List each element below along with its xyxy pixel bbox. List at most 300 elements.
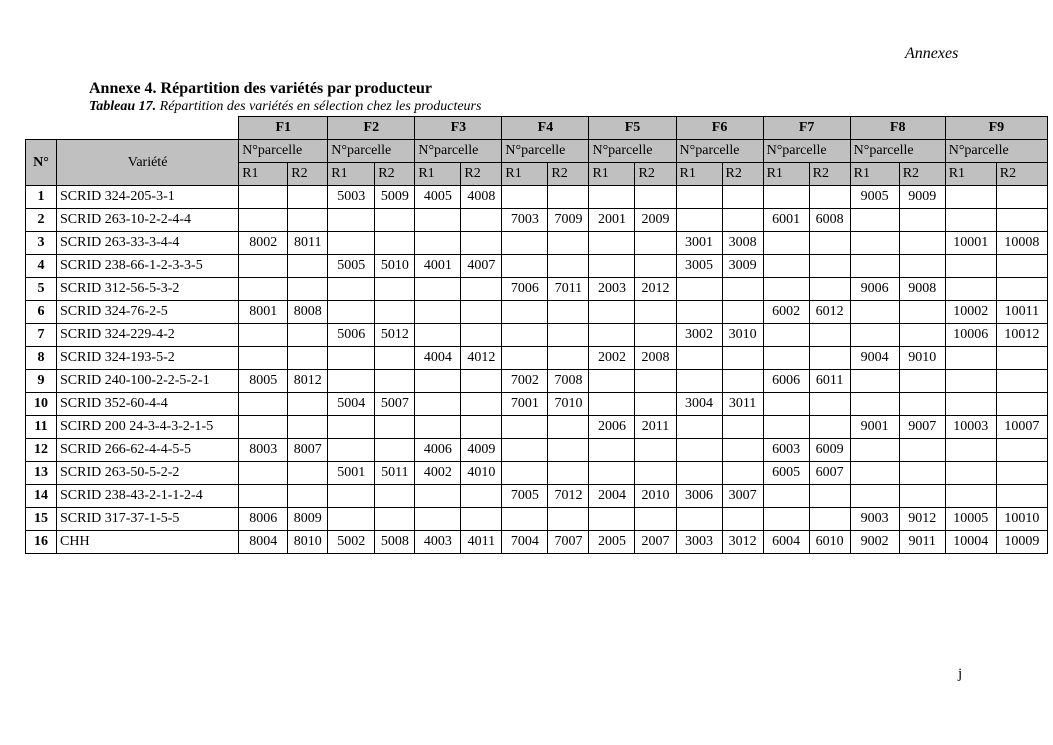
parcel-cell (945, 347, 996, 370)
parcel-cell (415, 324, 461, 347)
parcel-cell: 7006 (502, 278, 548, 301)
farm-header-f3: F3 (415, 117, 502, 140)
parcel-cell (589, 462, 635, 485)
parcel-cell (899, 324, 945, 347)
rep-header-r2: R2 (375, 163, 415, 186)
parcel-cell (461, 370, 502, 393)
parcel-cell: 6003 (763, 439, 809, 462)
parcel-cell (415, 278, 461, 301)
parcel-cell: 9007 (899, 416, 945, 439)
parcel-cell: 8010 (288, 531, 328, 554)
parcel-cell: 2011 (635, 416, 676, 439)
parcel-cell: 3005 (676, 255, 722, 278)
parcel-cell (589, 508, 635, 531)
table-body (26, 186, 1048, 554)
row-number: 11 (26, 416, 57, 439)
parcel-cell (461, 301, 502, 324)
parcel-cell (375, 508, 415, 531)
row-number: 14 (26, 485, 57, 508)
parcel-cell (635, 232, 676, 255)
parcel-cell (722, 209, 763, 232)
parcel-cell (635, 370, 676, 393)
parcel-cell (589, 439, 635, 462)
row-number: 16 (26, 531, 57, 554)
parcel-cell (945, 278, 996, 301)
parcel-cell: 5003 (328, 186, 375, 209)
parcel-cell: 4010 (461, 462, 502, 485)
parcel-cell: 10003 (945, 416, 996, 439)
parcel-cell (239, 209, 288, 232)
col-variety-header: Variété (57, 140, 239, 186)
parcel-cell: 8007 (288, 439, 328, 462)
parcel-cell (763, 416, 809, 439)
parcel-cell: 9002 (850, 531, 899, 554)
variety-name: SCRID 240-100-2-2-5-2-1 (57, 370, 239, 393)
parcel-header: N°parcelle (239, 140, 328, 163)
parcel-cell (375, 416, 415, 439)
parcel-cell (239, 278, 288, 301)
variety-distribution-table (25, 116, 1048, 554)
parcel-header: N°parcelle (415, 140, 502, 163)
parcel-cell (945, 186, 996, 209)
parcel-cell (502, 347, 548, 370)
parcel-cell (635, 255, 676, 278)
farm-header-f8: F8 (850, 117, 945, 140)
table-row (26, 209, 1048, 232)
parcel-cell (809, 347, 850, 370)
rep-header-r1: R1 (328, 163, 375, 186)
parcel-cell (502, 439, 548, 462)
parcel-cell (288, 324, 328, 347)
parcel-cell (722, 439, 763, 462)
parcel-header-row (26, 140, 1048, 163)
parcel-cell: 5007 (375, 393, 415, 416)
parcel-cell (461, 485, 502, 508)
parcel-cell: 7004 (502, 531, 548, 554)
parcel-cell (996, 462, 1047, 485)
row-number: 3 (26, 232, 57, 255)
parcel-cell (676, 278, 722, 301)
variety-name: SCRID 238-43-2-1-1-2-4 (57, 485, 239, 508)
parcel-cell: 6009 (809, 439, 850, 462)
parcel-cell (899, 232, 945, 255)
parcel-cell (850, 324, 899, 347)
parcel-cell (461, 278, 502, 301)
parcel-cell (415, 416, 461, 439)
parcel-cell: 4002 (415, 462, 461, 485)
parcel-cell (461, 508, 502, 531)
parcel-cell: 6012 (809, 301, 850, 324)
parcel-cell (763, 278, 809, 301)
parcel-cell (996, 347, 1047, 370)
parcel-cell (722, 508, 763, 531)
parcel-cell: 9004 (850, 347, 899, 370)
table-row (26, 485, 1048, 508)
page-number: j (958, 666, 963, 682)
parcel-cell (328, 416, 375, 439)
parcel-cell (589, 186, 635, 209)
parcel-cell (850, 255, 899, 278)
variety-name: SCRID 263-50-5-2-2 (57, 462, 239, 485)
header-blank (26, 117, 239, 140)
parcel-cell (996, 439, 1047, 462)
parcel-header: N°parcelle (945, 140, 1047, 163)
parcel-cell (722, 370, 763, 393)
parcel-cell (945, 209, 996, 232)
rep-header-r1: R1 (589, 163, 635, 186)
parcel-cell (809, 232, 850, 255)
parcel-cell (899, 439, 945, 462)
parcel-cell (548, 255, 589, 278)
parcel-cell: 7003 (502, 209, 548, 232)
parcel-cell (996, 485, 1047, 508)
parcel-cell (809, 186, 850, 209)
variety-name: SCRID 324-193-5-2 (57, 347, 239, 370)
rep-header-r2: R2 (461, 163, 502, 186)
parcel-cell: 8003 (239, 439, 288, 462)
parcel-cell (763, 186, 809, 209)
parcel-cell (850, 209, 899, 232)
parcel-cell (809, 485, 850, 508)
parcel-cell (415, 485, 461, 508)
parcel-cell: 8002 (239, 232, 288, 255)
parcel-cell (722, 186, 763, 209)
parcel-cell (288, 347, 328, 370)
parcel-cell (996, 393, 1047, 416)
parcel-cell (239, 462, 288, 485)
table-row (26, 278, 1048, 301)
parcel-cell: 9010 (899, 347, 945, 370)
parcel-cell: 6004 (763, 531, 809, 554)
parcel-cell (635, 439, 676, 462)
parcel-cell: 4009 (461, 439, 502, 462)
variety-name: SCRID 324-205-3-1 (57, 186, 239, 209)
table-row (26, 439, 1048, 462)
parcel-cell (899, 393, 945, 416)
parcel-cell (239, 186, 288, 209)
row-number: 7 (26, 324, 57, 347)
parcel-cell (945, 393, 996, 416)
parcel-cell (328, 347, 375, 370)
parcel-cell (589, 370, 635, 393)
rep-header-r1: R1 (502, 163, 548, 186)
parcel-cell (461, 393, 502, 416)
parcel-cell (461, 416, 502, 439)
parcel-cell: 3003 (676, 531, 722, 554)
parcel-cell: 5012 (375, 324, 415, 347)
parcel-cell: 10007 (996, 416, 1047, 439)
table-row (26, 508, 1048, 531)
parcel-cell (461, 209, 502, 232)
parcel-cell (375, 278, 415, 301)
parcel-cell (375, 347, 415, 370)
parcel-cell: 2005 (589, 531, 635, 554)
parcel-cell (722, 347, 763, 370)
parcel-cell: 9006 (850, 278, 899, 301)
parcel-cell (763, 485, 809, 508)
parcel-cell (328, 370, 375, 393)
farm-header-row (26, 117, 1048, 140)
row-number: 15 (26, 508, 57, 531)
parcel-cell (288, 485, 328, 508)
parcel-cell (548, 416, 589, 439)
parcel-cell (850, 485, 899, 508)
parcel-cell (375, 370, 415, 393)
parcel-cell (850, 393, 899, 416)
variety-name: SCRID 238-66-1-2-3-3-5 (57, 255, 239, 278)
parcel-cell (415, 508, 461, 531)
parcel-cell: 9012 (899, 508, 945, 531)
parcel-cell: 10004 (945, 531, 996, 554)
parcel-cell: 5005 (328, 255, 375, 278)
rep-header-r1: R1 (850, 163, 899, 186)
parcel-cell: 2004 (589, 485, 635, 508)
parcel-cell: 5006 (328, 324, 375, 347)
parcel-cell: 3011 (722, 393, 763, 416)
parcel-cell (996, 370, 1047, 393)
farm-header-f2: F2 (328, 117, 415, 140)
parcel-cell: 8009 (288, 508, 328, 531)
row-number: 2 (26, 209, 57, 232)
rep-header-r1: R1 (763, 163, 809, 186)
table-row (26, 186, 1048, 209)
parcel-cell (288, 393, 328, 416)
parcel-cell: 3010 (722, 324, 763, 347)
parcel-cell (945, 462, 996, 485)
parcel-header: N°parcelle (676, 140, 763, 163)
row-number: 12 (26, 439, 57, 462)
parcel-cell (239, 485, 288, 508)
parcel-cell (502, 301, 548, 324)
parcel-cell (288, 255, 328, 278)
parcel-cell (850, 370, 899, 393)
parcel-cell (676, 370, 722, 393)
table-caption (89, 99, 481, 115)
parcel-cell (548, 186, 589, 209)
parcel-cell (239, 416, 288, 439)
parcel-cell: 8006 (239, 508, 288, 531)
parcel-cell (415, 301, 461, 324)
parcel-header: N°parcelle (763, 140, 850, 163)
variety-name: SCRID 324-229-4-2 (57, 324, 239, 347)
rep-header-r2: R2 (722, 163, 763, 186)
parcel-cell: 8012 (288, 370, 328, 393)
parcel-cell (850, 462, 899, 485)
parcel-cell (722, 416, 763, 439)
parcel-cell: 8011 (288, 232, 328, 255)
parcel-cell (945, 255, 996, 278)
parcel-cell (548, 439, 589, 462)
parcel-cell: 3006 (676, 485, 722, 508)
section-header: Annexes (905, 45, 959, 62)
parcel-cell: 4006 (415, 439, 461, 462)
parcel-header: N°parcelle (589, 140, 676, 163)
parcel-cell (502, 186, 548, 209)
table-row (26, 370, 1048, 393)
parcel-cell: 3001 (676, 232, 722, 255)
parcel-cell (945, 439, 996, 462)
table-row (26, 232, 1048, 255)
parcel-cell (239, 324, 288, 347)
parcel-cell (502, 324, 548, 347)
parcel-cell (288, 186, 328, 209)
parcel-cell: 9003 (850, 508, 899, 531)
parcel-cell (589, 301, 635, 324)
parcel-cell (676, 462, 722, 485)
parcel-cell (945, 485, 996, 508)
parcel-cell: 6001 (763, 209, 809, 232)
parcel-cell (899, 370, 945, 393)
parcel-cell (415, 393, 461, 416)
parcel-cell (548, 232, 589, 255)
parcel-cell (899, 301, 945, 324)
parcel-cell: 3008 (722, 232, 763, 255)
variety-name: SCRID 266-62-4-4-5-5 (57, 439, 239, 462)
parcel-cell (635, 186, 676, 209)
parcel-cell (502, 508, 548, 531)
parcel-cell: 5002 (328, 531, 375, 554)
parcel-cell: 9005 (850, 186, 899, 209)
parcel-cell: 2007 (635, 531, 676, 554)
row-number: 9 (26, 370, 57, 393)
row-number: 5 (26, 278, 57, 301)
variety-name: SCRID 352-60-4-4 (57, 393, 239, 416)
parcel-cell (548, 508, 589, 531)
parcel-cell (415, 232, 461, 255)
parcel-cell (328, 508, 375, 531)
parcel-cell: 8005 (239, 370, 288, 393)
table-row (26, 416, 1048, 439)
parcel-cell: 6010 (809, 531, 850, 554)
rep-header-r1: R1 (676, 163, 722, 186)
parcel-cell (328, 232, 375, 255)
parcel-cell (548, 347, 589, 370)
variety-name: CHH (57, 531, 239, 554)
parcel-cell: 6007 (809, 462, 850, 485)
parcel-cell (635, 462, 676, 485)
row-number: 13 (26, 462, 57, 485)
parcel-cell: 9011 (899, 531, 945, 554)
parcel-cell (722, 462, 763, 485)
parcel-cell (375, 209, 415, 232)
table-row (26, 393, 1048, 416)
parcel-cell: 5011 (375, 462, 415, 485)
parcel-cell (996, 278, 1047, 301)
parcel-cell (850, 232, 899, 255)
parcel-header: N°parcelle (850, 140, 945, 163)
parcel-cell (809, 324, 850, 347)
parcel-cell: 10008 (996, 232, 1047, 255)
parcel-cell: 2001 (589, 209, 635, 232)
parcel-cell (676, 347, 722, 370)
parcel-cell: 7011 (548, 278, 589, 301)
parcel-cell (328, 301, 375, 324)
rep-header-r2: R2 (548, 163, 589, 186)
farm-header-f4: F4 (502, 117, 589, 140)
parcel-cell (461, 232, 502, 255)
table-row (26, 324, 1048, 347)
parcel-cell: 3004 (676, 393, 722, 416)
parcel-cell: 5004 (328, 393, 375, 416)
row-number: 6 (26, 301, 57, 324)
parcel-cell: 5008 (375, 531, 415, 554)
table-row (26, 255, 1048, 278)
parcel-cell (676, 508, 722, 531)
parcel-cell: 10009 (996, 531, 1047, 554)
parcel-cell: 7002 (502, 370, 548, 393)
parcel-cell (548, 462, 589, 485)
parcel-cell (548, 324, 589, 347)
parcel-cell (809, 508, 850, 531)
parcel-cell (502, 462, 548, 485)
variety-name: SCRID 312-56-5-3-2 (57, 278, 239, 301)
parcel-cell (763, 324, 809, 347)
parcel-cell (328, 485, 375, 508)
rep-header-r2: R2 (809, 163, 850, 186)
parcel-cell (502, 255, 548, 278)
parcel-cell (996, 255, 1047, 278)
parcel-cell (461, 324, 502, 347)
parcel-cell (239, 255, 288, 278)
farm-header-f1: F1 (239, 117, 328, 140)
farm-header-f5: F5 (589, 117, 676, 140)
parcel-cell: 4003 (415, 531, 461, 554)
parcel-cell: 9008 (899, 278, 945, 301)
parcel-cell: 6005 (763, 462, 809, 485)
parcel-cell (375, 301, 415, 324)
parcel-cell (328, 278, 375, 301)
parcel-cell (763, 393, 809, 416)
parcel-cell: 2009 (635, 209, 676, 232)
parcel-cell (763, 508, 809, 531)
parcel-cell: 6011 (809, 370, 850, 393)
parcel-cell (288, 462, 328, 485)
parcel-header: N°parcelle (502, 140, 589, 163)
parcel-cell (589, 324, 635, 347)
annex-title: Annexe 4. Répartition des variétés par producteur (89, 80, 432, 97)
caption-text: Répartition des variétés en sélection chez les producteurs (156, 99, 482, 114)
parcel-cell: 4008 (461, 186, 502, 209)
parcel-cell (809, 255, 850, 278)
parcel-cell (635, 393, 676, 416)
parcel-cell (676, 439, 722, 462)
parcel-cell: 4001 (415, 255, 461, 278)
parcel-cell (415, 370, 461, 393)
parcel-cell: 2010 (635, 485, 676, 508)
parcel-cell (635, 301, 676, 324)
parcel-cell (239, 393, 288, 416)
parcel-cell: 10005 (945, 508, 996, 531)
parcel-header: N°parcelle (328, 140, 415, 163)
parcel-cell: 2006 (589, 416, 635, 439)
parcel-cell (502, 232, 548, 255)
parcel-cell: 9001 (850, 416, 899, 439)
parcel-cell: 7010 (548, 393, 589, 416)
parcel-cell (809, 393, 850, 416)
farm-header-f9: F9 (945, 117, 1047, 140)
parcel-cell: 3012 (722, 531, 763, 554)
parcel-cell: 7007 (548, 531, 589, 554)
caption-label: Tableau 17. (89, 99, 157, 114)
parcel-cell (239, 347, 288, 370)
parcel-cell (375, 439, 415, 462)
parcel-cell: 10002 (945, 301, 996, 324)
parcel-cell: 10011 (996, 301, 1047, 324)
parcel-cell (722, 301, 763, 324)
farm-header-f6: F6 (676, 117, 763, 140)
parcel-cell: 2002 (589, 347, 635, 370)
parcel-cell (945, 370, 996, 393)
